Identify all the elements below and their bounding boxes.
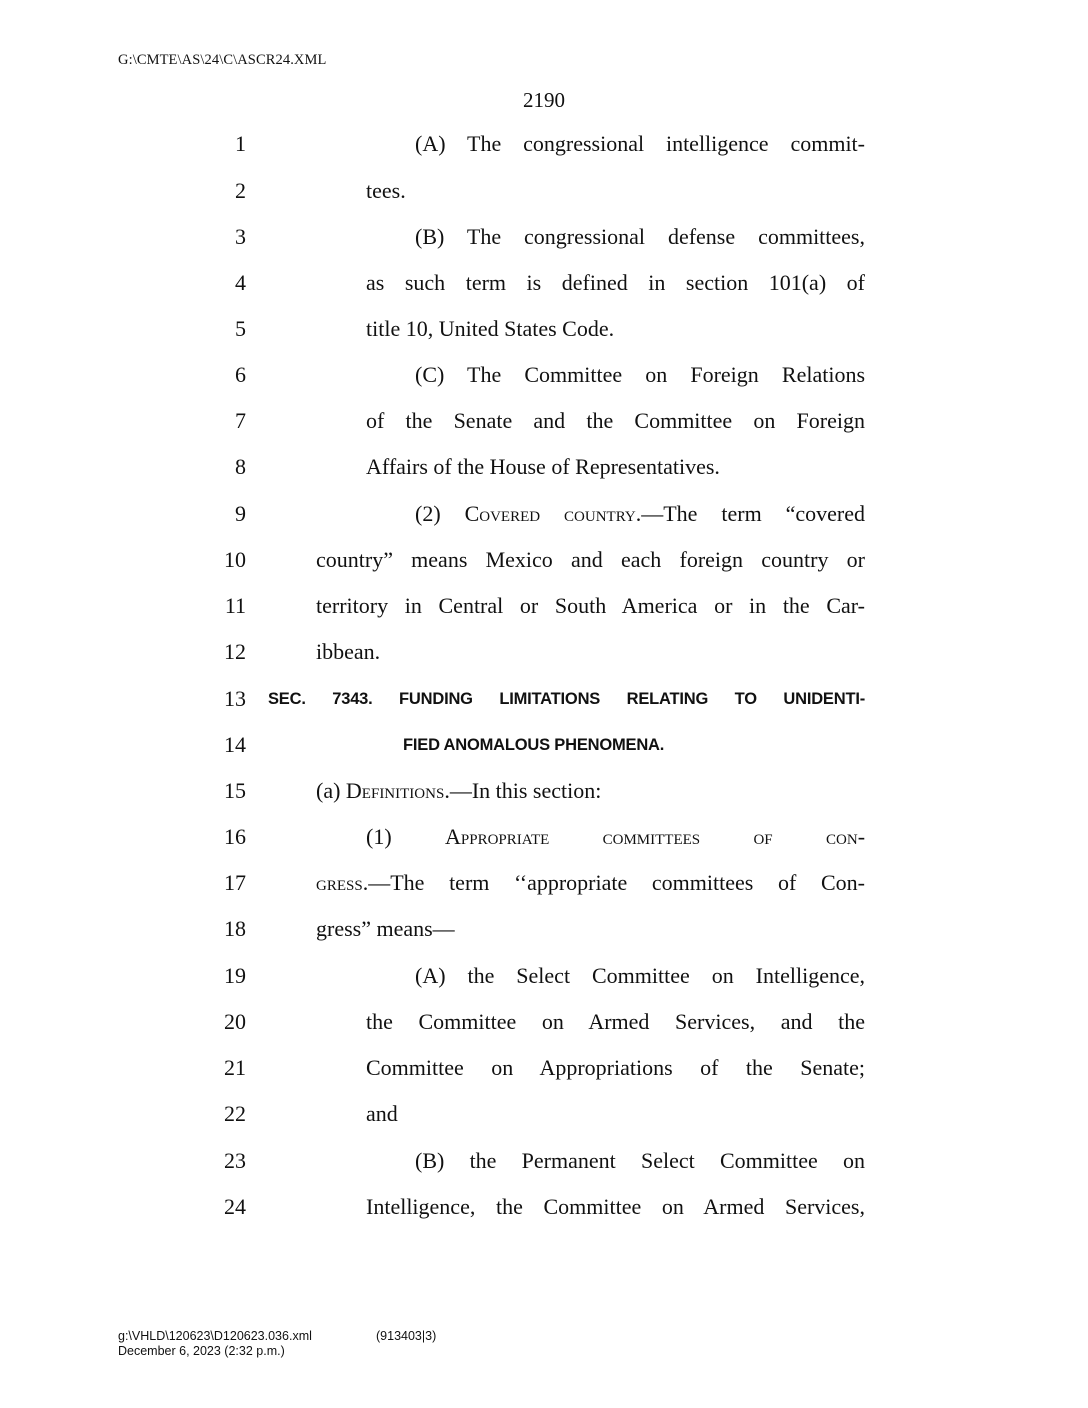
text-segment: .—The term “covered bbox=[635, 501, 865, 526]
text-line bbox=[0, 1192, 1088, 1222]
text-line bbox=[0, 637, 1088, 667]
line-text bbox=[366, 1192, 865, 1222]
line-number: 6 bbox=[235, 362, 246, 387]
text-segment: .—In this section: bbox=[444, 778, 602, 803]
text-segment: as such term is defined in section 101(a) of bbox=[366, 270, 865, 295]
line-text bbox=[366, 314, 614, 344]
document-footer bbox=[118, 1329, 437, 1359]
line-text bbox=[316, 545, 865, 575]
text-line bbox=[0, 730, 1088, 760]
section-heading-line bbox=[268, 684, 865, 714]
line-number: 4 bbox=[235, 270, 246, 295]
line-text bbox=[316, 914, 455, 944]
text-segment: - bbox=[857, 824, 866, 849]
text-segment: the Committee on Armed Services, and the bbox=[366, 1009, 865, 1034]
text-segment: (C) The Committee on Foreign Relations bbox=[415, 362, 865, 387]
line-number: 1 bbox=[235, 131, 246, 156]
text-segment: title 10, United States Code. bbox=[366, 316, 615, 341]
line-text bbox=[366, 452, 720, 482]
line-number: 19 bbox=[224, 963, 246, 988]
line-number: 5 bbox=[235, 316, 246, 341]
line-text bbox=[415, 1146, 865, 1176]
text-segment: (B) the Permanent Select Committee on bbox=[415, 1148, 865, 1173]
text-segment: territory in Central or South America or in the Car- bbox=[316, 593, 865, 618]
line-text bbox=[415, 360, 865, 390]
text-segment: country” means Mexico and each foreign country or bbox=[316, 547, 865, 572]
text-segment: tees. bbox=[366, 178, 406, 203]
line-text bbox=[415, 222, 865, 252]
line-number: 16 bbox=[224, 824, 246, 849]
text-line bbox=[0, 684, 1088, 714]
line-number: 15 bbox=[224, 778, 246, 803]
line-text bbox=[366, 1099, 398, 1129]
text-segment: (A) the Select Committee on Intelligence, bbox=[415, 963, 865, 988]
line-number: 21 bbox=[224, 1055, 246, 1080]
line-number: 12 bbox=[224, 639, 246, 664]
text-line bbox=[0, 961, 1088, 991]
small-caps-term: gress bbox=[316, 870, 363, 895]
text-line bbox=[0, 499, 1088, 529]
text-segment: Intelligence, the Committee on Armed Services, bbox=[366, 1194, 865, 1219]
text-segment: and bbox=[366, 1101, 398, 1126]
text-segment: (B) The congressional defense committees, bbox=[415, 224, 865, 249]
text-line bbox=[0, 314, 1088, 344]
line-text bbox=[316, 868, 865, 898]
text-segment: ibbean. bbox=[316, 639, 381, 664]
line-number: 7 bbox=[235, 408, 246, 433]
text-segment: of the Senate and the Committee on Foreign bbox=[366, 408, 865, 433]
line-number: 9 bbox=[235, 501, 246, 526]
text-line bbox=[0, 1053, 1088, 1083]
text-line bbox=[0, 222, 1088, 252]
text-segment: Committee on Appropriations of the Senate; bbox=[366, 1055, 865, 1080]
line-number: 22 bbox=[224, 1101, 246, 1126]
text-line bbox=[0, 268, 1088, 298]
text-segment: (2) bbox=[415, 501, 465, 526]
line-number: 20 bbox=[224, 1009, 246, 1034]
small-caps-term: Covered country bbox=[464, 501, 636, 526]
line-number: 2 bbox=[235, 178, 246, 203]
text-line bbox=[0, 129, 1088, 159]
text-segment: FIED ANOMALOUS PHENOMENA. bbox=[403, 736, 665, 754]
text-segment: (1) bbox=[366, 824, 446, 849]
text-line bbox=[0, 176, 1088, 206]
line-text bbox=[366, 406, 865, 436]
line-text bbox=[316, 637, 380, 667]
text-line bbox=[0, 868, 1088, 898]
text-segment: (a) bbox=[316, 778, 346, 803]
line-number: 24 bbox=[224, 1194, 246, 1219]
text-line bbox=[0, 452, 1088, 482]
line-text bbox=[415, 499, 865, 529]
line-text bbox=[316, 591, 865, 621]
line-number: 3 bbox=[235, 224, 246, 249]
line-text bbox=[415, 961, 865, 991]
line-text bbox=[366, 268, 865, 298]
text-line bbox=[0, 776, 1088, 806]
line-text bbox=[366, 176, 406, 206]
text-line bbox=[0, 1146, 1088, 1176]
line-number: 13 bbox=[224, 686, 246, 711]
line-number: 10 bbox=[224, 547, 246, 572]
text-line bbox=[0, 914, 1088, 944]
text-segment: Affairs of the House of Representatives. bbox=[366, 454, 720, 479]
text-segment: gress” means— bbox=[316, 916, 455, 941]
text-line bbox=[0, 1007, 1088, 1037]
line-number: 14 bbox=[224, 732, 246, 757]
footer-xml-path: g:\VHLD\120623\D120623.036.xml bbox=[118, 1329, 312, 1343]
text-line bbox=[0, 360, 1088, 390]
line-text bbox=[366, 822, 865, 852]
line-number: 8 bbox=[235, 454, 246, 479]
text-segment: (A) The congressional intelligence commit- bbox=[415, 131, 865, 156]
line-number: 11 bbox=[224, 593, 246, 618]
line-text bbox=[366, 1053, 865, 1083]
line-text bbox=[316, 776, 601, 806]
text-line bbox=[0, 406, 1088, 436]
text-segment: SEC. 7343. FUNDING LIMITATIONS RELATING TO UNIDENTI- bbox=[268, 690, 865, 708]
text-line bbox=[0, 545, 1088, 575]
line-number: 17 bbox=[224, 870, 246, 895]
text-line bbox=[0, 822, 1088, 852]
small-caps-term: Definitions bbox=[345, 778, 445, 803]
footer-document-code: (913403|3) bbox=[376, 1329, 437, 1343]
line-number: 18 bbox=[224, 916, 246, 941]
line-text bbox=[415, 129, 865, 159]
footer-timestamp: December 6, 2023 (2:32 p.m.) bbox=[118, 1344, 285, 1358]
line-text bbox=[366, 1007, 865, 1037]
file-path-header: G:\CMTE\AS\24\C\ASCR24.XML bbox=[118, 52, 327, 68]
text-line bbox=[0, 1099, 1088, 1129]
line-number: 23 bbox=[224, 1148, 246, 1173]
text-line bbox=[0, 591, 1088, 621]
page-number: 2190 bbox=[523, 88, 565, 112]
section-heading-line bbox=[403, 730, 664, 760]
text-segment: .—The term ‘‘appropriate committees of Con- bbox=[362, 870, 865, 895]
small-caps-term: Appropriate committees of con bbox=[445, 824, 858, 849]
